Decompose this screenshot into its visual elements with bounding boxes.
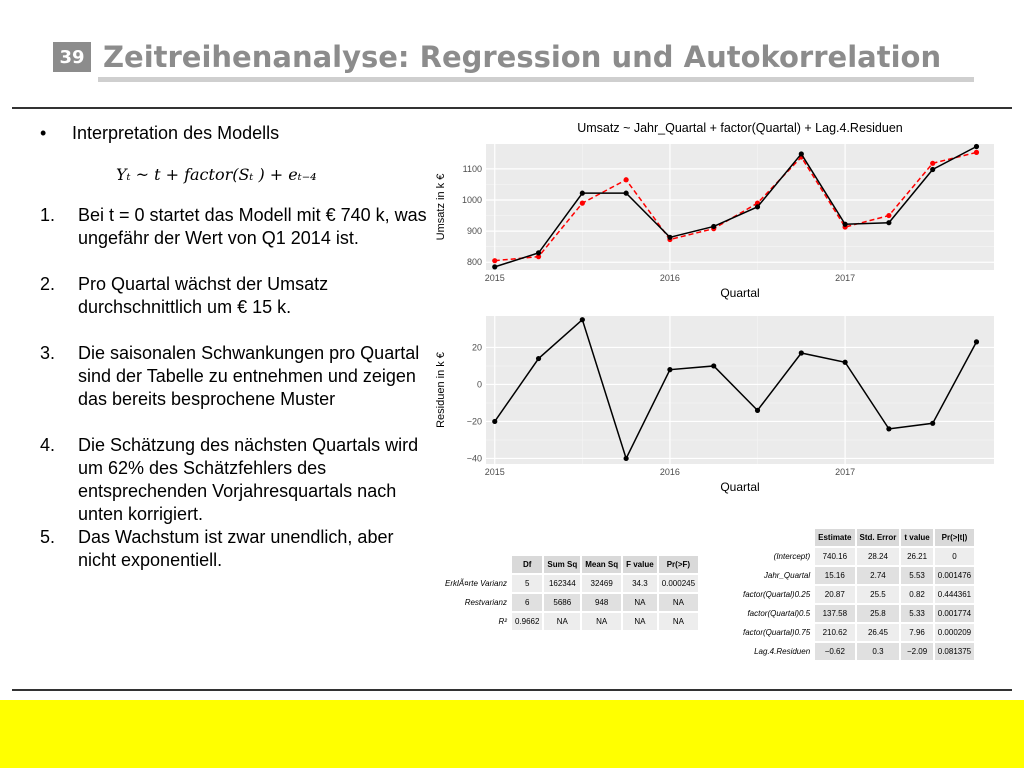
table-row: [740, 605, 974, 622]
list-text: Pro Quartal wächst der Umsatz durchschnittlich um € 15 k.: [78, 274, 329, 317]
table-row: [442, 575, 698, 592]
list-text: Das Wachstum ist zwar unendlich, aber nicht exponentiell.: [78, 527, 394, 570]
table-cell: 26.21: [901, 548, 932, 565]
data-point: [624, 191, 629, 196]
table-corner: [740, 529, 813, 546]
model-formula: Yₜ ~ t + factor(Sₜ ) + eₜ₋₄: [116, 165, 317, 184]
table-cell: 26.45: [857, 624, 900, 641]
table-header-row: [740, 529, 974, 546]
table-cell: 34.3: [623, 575, 657, 592]
y-axis-label: Residuen in k €: [435, 352, 447, 428]
row-label: factor(Quartal)0.75: [740, 624, 813, 641]
data-point: [886, 220, 891, 225]
data-point: [492, 264, 497, 269]
row-label: R²: [442, 613, 510, 630]
table-cell: 5.53: [901, 567, 932, 584]
y-tick-label: 800: [466, 257, 482, 268]
data-point: [580, 201, 585, 206]
table-cell: 7.96: [901, 624, 932, 641]
table-cell: 20.87: [815, 586, 854, 603]
data-point: [799, 151, 804, 156]
list-text: Die saisonalen Schwankungen pro Quartal sind der Tabelle zu entnehmen und zeigen das bereits besprochene Muster: [78, 343, 420, 409]
table-cell: 0.82: [901, 586, 932, 603]
anova-table: [440, 554, 700, 632]
table-row: [740, 586, 974, 603]
data-point: [974, 339, 979, 344]
y-axis-label: Umsatz in k €: [435, 173, 447, 241]
table-cell: 25.5: [857, 586, 900, 603]
data-point: [974, 150, 979, 155]
coefficients-table: [738, 527, 976, 662]
residuen-chart: [430, 310, 1000, 500]
table-row: [740, 624, 974, 641]
table-row: [740, 567, 974, 584]
data-point: [755, 204, 760, 209]
table-cell: 0.9662: [512, 613, 542, 630]
table-cell: NA: [623, 594, 657, 611]
table-header-cell: Mean Sq: [582, 556, 621, 573]
bullet-dot: •: [40, 123, 47, 143]
y-tick-label: 1000: [461, 195, 482, 205]
list-item: [28, 204, 428, 250]
data-point: [667, 367, 672, 372]
table-cell: 740.16: [815, 548, 854, 565]
table-cell: 0.3: [857, 643, 900, 660]
list-number: 5.: [40, 527, 56, 547]
table-row: [740, 548, 974, 565]
x-tick-label: 2017: [835, 467, 856, 477]
table-header-cell: Estimate: [815, 529, 854, 546]
table-cell: 0.000209: [935, 624, 974, 641]
x-axis-label: Quartal: [720, 286, 760, 300]
text-content: [28, 122, 428, 572]
data-point: [930, 161, 935, 166]
table-header-cell: Std. Error: [857, 529, 900, 546]
table-cell: NA: [623, 613, 657, 630]
table-cell: NA: [659, 594, 698, 611]
data-point: [492, 258, 497, 263]
y-tick-label: −20: [466, 416, 482, 427]
table-header-cell: F value: [623, 556, 657, 573]
table-corner: [442, 556, 510, 573]
bullet-text: Interpretation des Modells: [72, 123, 280, 143]
data-point: [711, 363, 716, 368]
data-point: [580, 191, 585, 196]
y-tick-label: 20: [471, 342, 482, 353]
data-point: [974, 144, 979, 149]
chart-title: Umsatz ~ Jahr_Quartal + factor(Quartal) + Lag.4.Residuen: [577, 121, 903, 135]
title-underline: [98, 77, 974, 82]
table-cell: 15.16: [815, 567, 854, 584]
x-tick-label: 2015: [484, 467, 505, 477]
bottom-divider: [12, 689, 1012, 691]
row-label: factor(Quartal)0.5: [740, 605, 813, 622]
table-row: [442, 613, 698, 630]
table-cell: 5.33: [901, 605, 932, 622]
x-tick-label: 2016: [659, 467, 680, 477]
list-number: 3.: [40, 343, 56, 363]
table-cell: 2.74: [857, 567, 900, 584]
umsatz-chart: [430, 112, 1000, 307]
data-point: [536, 356, 541, 361]
data-point: [843, 360, 848, 365]
table-cell: 32469: [582, 575, 621, 592]
table-cell: 0.081375: [935, 643, 974, 660]
plot-panel: [486, 144, 994, 270]
data-point: [755, 408, 760, 413]
data-point: [580, 317, 585, 322]
table-cell: 0: [935, 548, 974, 565]
table-cell: 5: [512, 575, 542, 592]
table-cell: −0.62: [815, 643, 854, 660]
list-number: 2.: [40, 274, 56, 294]
list-item: [28, 273, 428, 319]
y-tick-label: 0: [476, 379, 482, 390]
table-cell: 137.58: [815, 605, 854, 622]
list-item: [28, 434, 428, 526]
x-axis-label: Quartal: [720, 480, 760, 494]
table-cell: 5686: [544, 594, 580, 611]
table-cell: 6: [512, 594, 542, 611]
table-header-cell: t value: [901, 529, 932, 546]
data-point: [536, 250, 541, 255]
table-cell: 162344: [544, 575, 580, 592]
row-label: (Intercept): [740, 548, 813, 565]
footer-bar: [0, 700, 1024, 768]
table-header-cell: Pr(>|t|): [935, 529, 974, 546]
data-point: [799, 350, 804, 355]
table-header-cell: Df: [512, 556, 542, 573]
y-tick-label: 1100: [462, 163, 482, 174]
table-header-row: [442, 556, 698, 573]
row-label: factor(Quartal)0.25: [740, 586, 813, 603]
table-cell: 25.8: [857, 605, 900, 622]
x-tick-label: 2016: [659, 273, 680, 283]
list-item: [28, 526, 428, 572]
data-point: [624, 177, 629, 182]
list-item: [28, 342, 428, 411]
top-divider: [12, 107, 1012, 109]
data-point: [930, 421, 935, 426]
list-text: Bei t = 0 startet das Modell mit € 740 k, was ungefähr der Wert von Q1 2014 ist.: [78, 205, 427, 248]
list-number: 1.: [40, 205, 56, 225]
bullet-item: [28, 122, 428, 145]
table-cell: 28.24: [857, 548, 900, 565]
table-header-cell: Sum Sq: [544, 556, 580, 573]
row-label: Lag.4.Residuen: [740, 643, 813, 660]
data-point: [492, 419, 497, 424]
list-number: 4.: [40, 435, 56, 455]
table-cell: NA: [659, 613, 698, 630]
data-point: [886, 213, 891, 218]
data-point: [624, 456, 629, 461]
row-label: ErklÃ¤rte Varianz: [442, 575, 510, 592]
table-cell: NA: [582, 613, 621, 630]
data-point: [843, 222, 848, 227]
slide-title: Zeitreihenanalyse: Regression und Autokorrelation: [103, 40, 942, 74]
table-cell: 0.001774: [935, 605, 974, 622]
table-cell: 0.444361: [935, 586, 974, 603]
row-label: Jahr_Quartal: [740, 567, 813, 584]
table-cell: 0.001476: [935, 567, 974, 584]
data-point: [930, 167, 935, 172]
table-header-cell: Pr(>F): [659, 556, 698, 573]
table-cell: 0.000245: [659, 575, 698, 592]
table-cell: NA: [544, 613, 580, 630]
row-label: Restvarianz: [442, 594, 510, 611]
slide-number: 39: [53, 42, 91, 72]
table-cell: 948: [582, 594, 621, 611]
x-tick-label: 2017: [835, 273, 856, 283]
y-tick-label: 900: [466, 226, 482, 237]
table-cell: −2.09: [901, 643, 932, 660]
data-point: [711, 224, 716, 229]
y-tick-label: −40: [466, 453, 482, 464]
data-point: [886, 426, 891, 431]
table-row: [740, 643, 974, 660]
numbered-list: [28, 204, 428, 572]
data-point: [667, 235, 672, 240]
x-tick-label: 2015: [484, 273, 505, 283]
table-row: [442, 594, 698, 611]
list-text: Die Schätzung des nächsten Quartals wird um 62% des Schätzfehlers des entsprechenden Vorjahresquartals nach unten korrigiert.: [78, 435, 419, 524]
table-cell: 210.62: [815, 624, 854, 641]
